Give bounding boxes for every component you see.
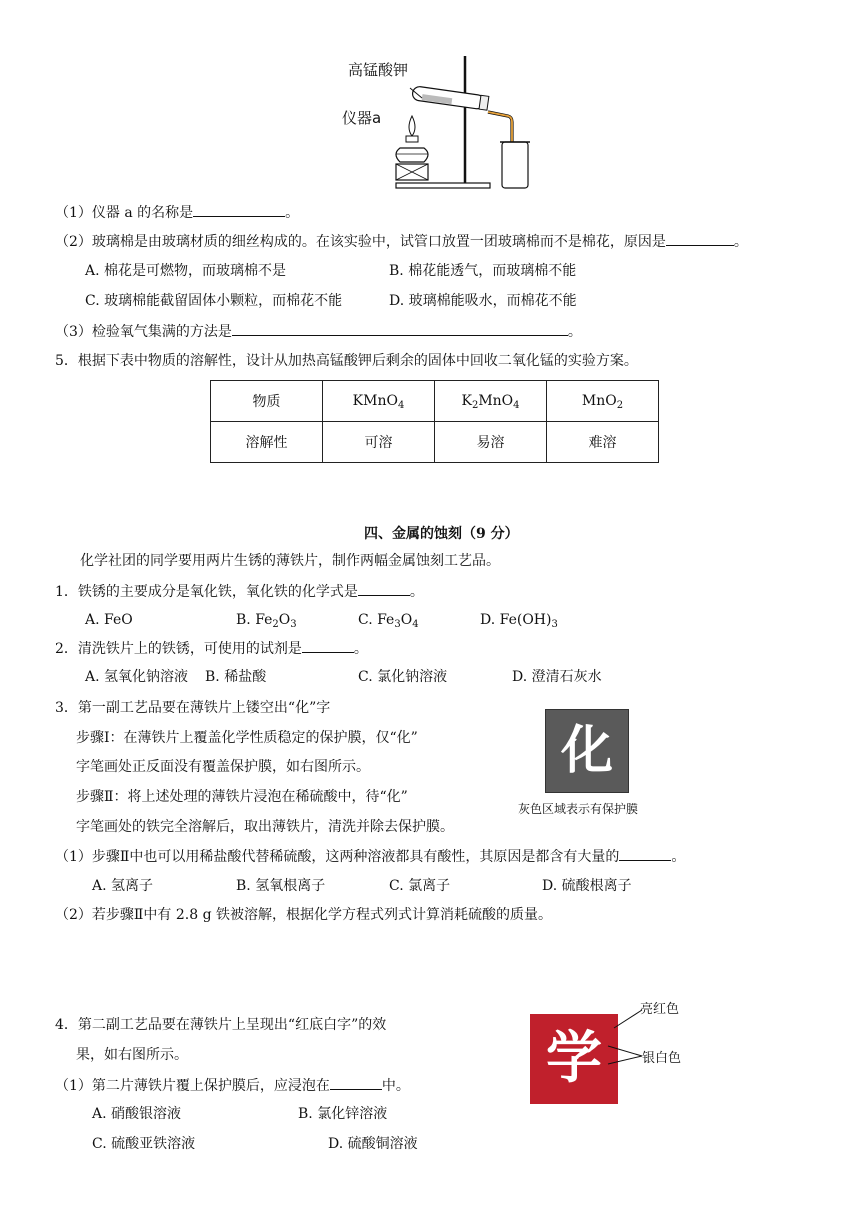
section-intro: 化学社团的同学要用两片生锈的薄铁片，制作两幅金属蚀刻工艺品。 bbox=[80, 553, 500, 569]
label-bright-red: 亮红色 bbox=[640, 1002, 680, 1017]
table-cell: 物质 bbox=[211, 381, 323, 422]
s4-question-4: 4．第二副工艺品要在薄铁片上呈现出“红底白字”的效 bbox=[55, 1017, 387, 1033]
table-cell: 易溶 bbox=[435, 422, 547, 463]
question-5: 5．根据下表中物质的溶解性，设计从加热高锰酸钾后剩余的固体中回收二氧化锰的实验方案。 bbox=[55, 353, 638, 369]
s4-option-d[interactable]: D. 硫酸铜溶液 bbox=[328, 1136, 418, 1152]
s3-sub-1: （1）步骤Ⅱ中也可以用稀盐酸代替稀硫酸，这两种溶液都具有酸性，其原因是都含有大量的 。 bbox=[55, 846, 685, 867]
s4-option-c[interactable]: C. 硫酸亚铁溶液 bbox=[92, 1136, 196, 1152]
s1-option-b[interactable]: B. $Fe_2O_3$ bbox=[236, 612, 297, 630]
s3-option-b[interactable]: B. 氢氧根离子 bbox=[236, 878, 326, 894]
s1-option-d[interactable]: D. $Fe(OH)_3$ bbox=[480, 612, 558, 630]
answer-blank[interactable] bbox=[302, 638, 354, 653]
solubility-table bbox=[210, 380, 659, 463]
q2-option-a[interactable]: A. 棉花是可燃物，而玻璃棉不是 bbox=[85, 263, 287, 279]
figure-xue-char: 学 bbox=[546, 1026, 602, 1091]
s2-option-c[interactable]: C. 氯化钠溶液 bbox=[358, 669, 448, 685]
s4-option-a[interactable]: A. 硝酸银溶液 bbox=[92, 1106, 182, 1122]
s3-sub-2: （2）若步骤Ⅱ中有 2.8 g 铁被溶解，根据化学方程式列式计算消耗硫酸的质量。 bbox=[55, 907, 552, 923]
table-row bbox=[211, 381, 659, 422]
s2-option-d[interactable]: D. 澄清石灰水 bbox=[512, 669, 602, 685]
question-2: （2）玻璃棉是由玻璃材质的细丝构成的。在该实验中，试管口放置一团玻璃棉而不是棉花，原因是 。 bbox=[55, 231, 748, 252]
s3-option-d[interactable]: D. 硫酸根离子 bbox=[542, 878, 632, 894]
table-cell: MnO$_2$ bbox=[547, 381, 659, 422]
s3-step-1: 步骤Ⅰ：在薄铁片上覆盖化学性质稳定的保护膜，仅“化” bbox=[76, 730, 418, 746]
question-1: （1）仪器 a 的名称是 。 bbox=[55, 202, 299, 223]
answer-blank[interactable] bbox=[358, 581, 410, 596]
q2-option-d[interactable]: D. 玻璃棉能吸水，而棉花不能 bbox=[389, 293, 577, 309]
answer-blank[interactable] bbox=[330, 1075, 382, 1090]
s4-question-4-cont: 果，如右图所示。 bbox=[76, 1047, 188, 1063]
s3-step-1-cont: 字笔画处正反面没有覆盖保护膜，如右图所示。 bbox=[76, 759, 370, 775]
figure-hua-char: 化 bbox=[560, 721, 613, 781]
s1-option-a[interactable]: A. FeO bbox=[85, 612, 133, 628]
table-cell: 可溶 bbox=[323, 422, 435, 463]
s4-sub-1: （1）第二片薄铁片覆上保护膜后，应浸泡在 中。 bbox=[55, 1075, 410, 1096]
answer-blank[interactable] bbox=[232, 321, 568, 336]
q2-option-c[interactable]: C. 玻璃棉能截留固体小颗粒，而棉花不能 bbox=[85, 293, 343, 309]
answer-blank[interactable] bbox=[666, 231, 734, 246]
q2-option-b[interactable]: B. 棉花能透气，而玻璃棉不能 bbox=[389, 263, 577, 279]
answer-blank[interactable] bbox=[619, 846, 671, 861]
figure-hua-box bbox=[545, 709, 629, 793]
table-cell: 溶解性 bbox=[211, 422, 323, 463]
figure-hua-caption: 灰色区域表示有保护膜 bbox=[518, 802, 639, 816]
s4-question-1: 1．铁锈的主要成分是氧化铁，氧化铁的化学式是 。 bbox=[55, 581, 424, 602]
table-cell: $K_2MnO_4$ bbox=[435, 381, 547, 422]
label-instrument: 仪器a bbox=[342, 109, 382, 127]
s3-step-2: 步骤Ⅱ：将上述处理的薄铁片浸泡在稀硫酸中，待“化” bbox=[76, 789, 408, 805]
s2-option-b[interactable]: B. 稀盐酸 bbox=[205, 669, 267, 685]
label-silver-white: 银白色 bbox=[642, 1051, 682, 1066]
s3-option-c[interactable]: C. 氯离子 bbox=[389, 878, 451, 894]
s4-option-b[interactable]: B. 氯化锌溶液 bbox=[298, 1106, 388, 1122]
s4-question-2: 2．清洗铁片上的铁锈，可使用的试剂是 。 bbox=[55, 638, 368, 659]
table-cell: 难溶 bbox=[547, 422, 659, 463]
label-reagent: 高锰酸钾 bbox=[348, 61, 409, 79]
s3-option-a[interactable]: A. 氢离子 bbox=[92, 878, 154, 894]
s1-option-c[interactable]: C. $Fe_3O_4$ bbox=[358, 612, 419, 630]
s4-question-3: 3．第一副工艺品要在薄铁片上镂空出“化”字 bbox=[55, 700, 331, 716]
question-3: （3）检验氧气集满的方法是 。 bbox=[55, 321, 582, 342]
s3-step-2-cont: 字笔画处的铁完全溶解后，取出薄铁片，清洗并除去保护膜。 bbox=[76, 819, 454, 835]
table-cell: KMnO$_4$ bbox=[323, 381, 435, 422]
answer-blank[interactable] bbox=[193, 202, 285, 217]
section-title: 四、金属的蚀刻（9 分） bbox=[364, 526, 519, 542]
s2-option-a[interactable]: A. 氢氧化钠溶液 bbox=[85, 669, 189, 685]
table-row bbox=[211, 422, 659, 463]
